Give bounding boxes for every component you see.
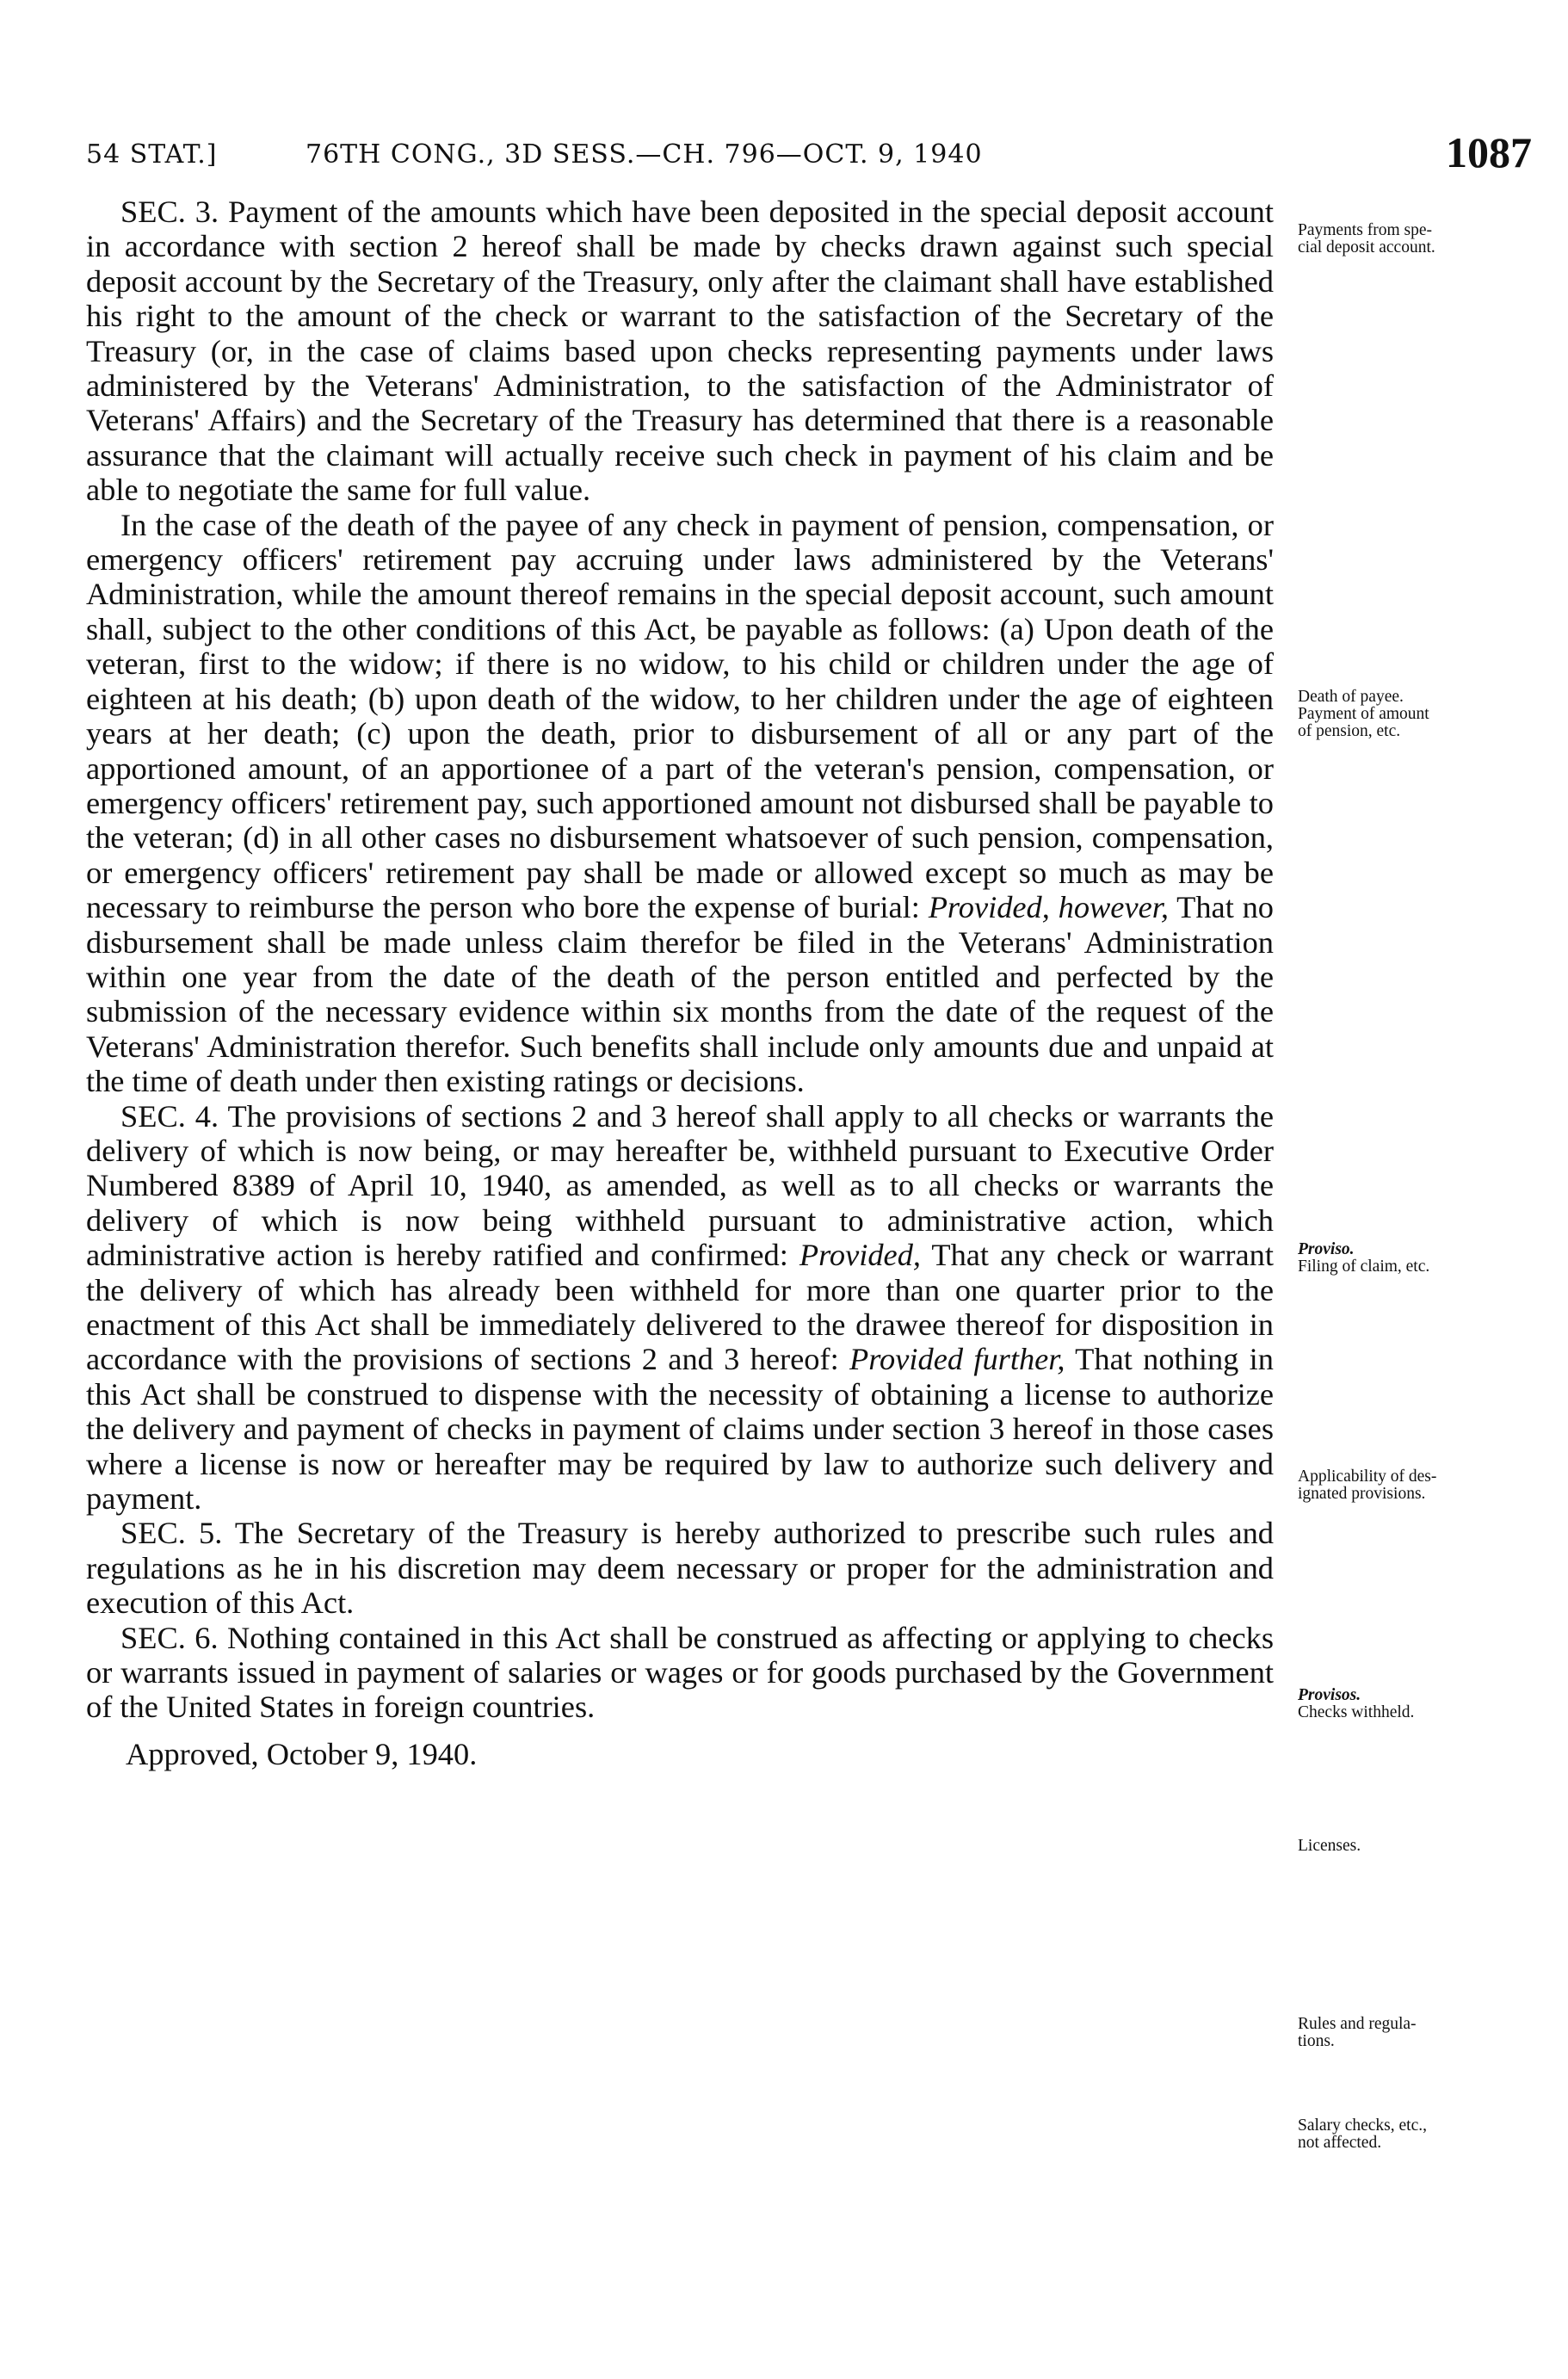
margin-note-salary-checks: Salary checks, etc., not affected.	[1298, 2116, 1427, 2152]
section-text: That no disbursement shall be made unless claim therefor be filed in the Veterans' Administration within one year from the date of the death of the person entitled and perfected by the submission of the necessary evidence within six months from the date of the request of the Veterans' Administration therefor. Such benefits shall include only amounts due and unpaid at the time of death under then existing ratings or decisions.	[86, 890, 1274, 1099]
proviso-label: Provided,	[799, 1238, 921, 1273]
section-5-paragraph	[86, 1516, 1274, 1620]
section-text: The Secretary of the Treasury is hereby authorized to prescribe such rules and regulations as he in his discretion may deem necessary or proper for the administration and execution of this Act.	[86, 1516, 1275, 1621]
death-of-payee-paragraph	[86, 508, 1274, 1099]
margin-note-payments: Payments from spe- cial deposit account.	[1298, 221, 1435, 256]
section-text: That nothing in this Act shall be construed to dispense with the necessity of obtaining a license to authorize the delivery and payment of checks in payment of claims under section 3 hereof in those cases where a license is now or hereafter may be required by law to authorize such delivery and payment.	[86, 1342, 1274, 1517]
section-3-paragraph	[86, 195, 1274, 508]
section-text: That any check or warrant the delivery of which has already been withheld for more than one quarter prior to the enactment of this Act shall be immediately delivered to the drawee thereof for disposition in accordance with the provisions of sections 2 and 3 hereof:	[86, 1238, 1274, 1377]
margin-note-rules: Rules and regula- tions.	[1298, 2015, 1417, 2050]
margin-note-filing-of-claim: Proviso. Filing of claim, etc.	[1298, 1240, 1430, 1276]
section-label: SEC. 6.	[120, 1620, 219, 1655]
section-label: SEC. 3.	[120, 195, 219, 229]
margin-note-death-of-payee: Death of payee. Payment of amount of pension, etc.	[1298, 688, 1429, 740]
section-text: Nothing contained in this Act shall be construed as affecting or applying to checks or warrants issued in payment of salaries or wages or for goods purchased by the Government of the United States in foreign countries.	[86, 1620, 1274, 1725]
statute-volume: 54 STAT.]	[86, 139, 218, 170]
section-label: SEC. 5.	[120, 1516, 223, 1551]
section-text: Payment of the amounts which have been deposited in the special deposit account in accordance with section 2 hereof shall be made by checks drawn against such special deposit account by the Secretary of the Treasury, only after the claimant shall have established his right to the amount of the check or warrant to the satisfaction of the Secretary of the Treasury (or, in the case of claims based upon checks representing payments under laws administered by the Veterans' Administration, to the satisfaction of the Administrator of Veterans' Affairs) and the Secretary of the Treasury has determined that there is a reasonable assurance that the claimant will actually receive such check in payment of his claim and be able to negotiate the same for full value.	[86, 195, 1274, 508]
section-label: SEC. 4.	[120, 1098, 219, 1134]
running-header	[86, 127, 1532, 196]
margin-note-checks-withheld: Provisos. Checks withheld.	[1298, 1686, 1415, 1721]
page-number: 1087	[1446, 128, 1532, 176]
section-4-paragraph	[86, 1099, 1274, 1517]
approval-line: Approved, October 9, 1940.	[126, 1736, 478, 1771]
section-text: The provisions of sections 2 and 3 hereof shall apply to all checks or warrants the delivery of which is now being, or may hereafter be, withheld pursuant to Executive Order Numbered 8389 of April 10, 1940, as amended, as well as to all checks or warrants the delivery of which is now being withheld pursuant to administrative action, which administrative action is hereby ratified and confirmed:	[86, 1098, 1274, 1273]
section-6-paragraph	[86, 1621, 1274, 1725]
statute-body	[86, 195, 1274, 1771]
margin-note-licenses: Licenses.	[1298, 1837, 1361, 1855]
section-text: In the case of the death of the payee of any check in payment of pension, compensation, or emergency officers' retirement pay accruing under laws administered by the Veterans' Administration, while the amount thereof remains in the special deposit account, such amount shall, subject to the other conditions of this Act, be payable as follows: (a) Upon death of the veteran, first to the widow; if there is no widow, to his child or children under the age of eighteen at his death; (b) upon death of the widow, to her children under the age of eighteen years at her death; (c) upon the death, prior to disbursement of all or any part of the apportioned amount, of an apportionee of a part of the veteran's pension, compensation, or emergency officers' retirement pay, such apportioned amount not disbursed shall be payable to the veteran; (d) in all other cases no disbursement whatsoever of such pension, compensation, or emergency officers' retirement pay shall be made or allowed except so much as may be necessary to reimburse the person who bore the expense of burial:	[86, 507, 1274, 925]
margin-note-applicability: Applicability of des- ignated provisions.	[1298, 1468, 1437, 1503]
proviso-label: Provided further,	[849, 1342, 1065, 1377]
session-chapter-date: 76TH CONG., 3D SESS.—CH. 796—OCT. 9, 1940	[306, 139, 983, 170]
proviso-label: Provided, however,	[928, 890, 1169, 925]
